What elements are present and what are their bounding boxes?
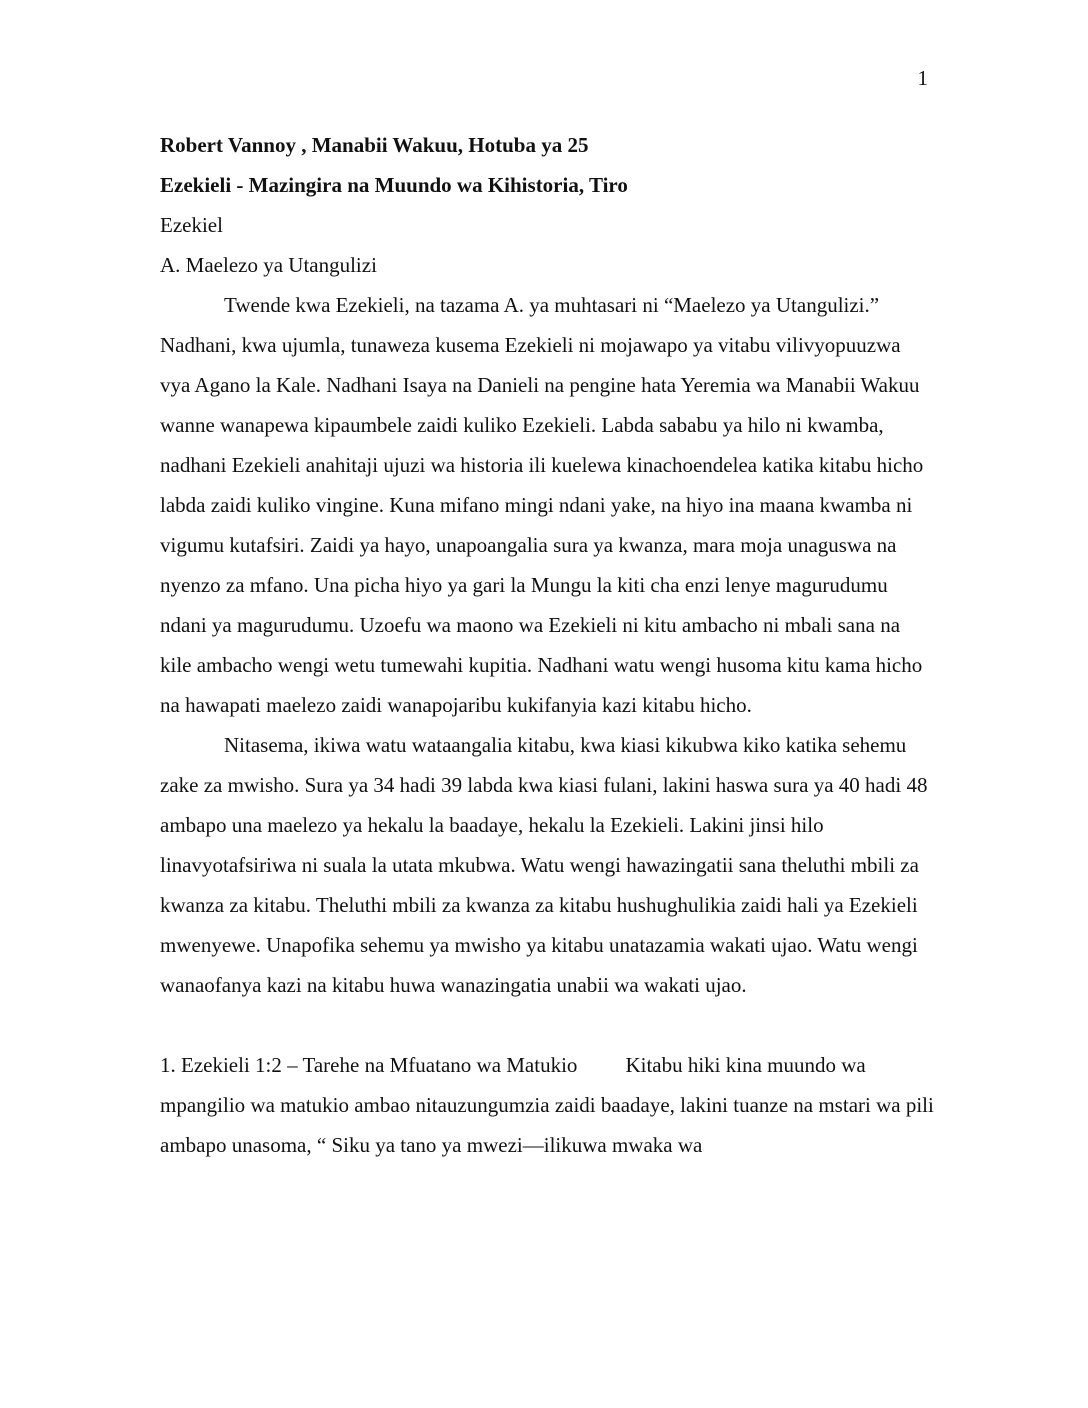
section-a-heading: A. Maelezo ya Utangulizi (160, 253, 377, 277)
page-number: 1 (917, 66, 928, 90)
document-body (160, 125, 936, 1165)
paragraph-overview: Nadhani, kwa ujumla, tunaweza kusema Ezekieli ni mojawapo ya vitabu vilivyopuuzwa vya Agano la Kale. Nadhani Isaya na Danieli na pengine hata Yeremia wa Manabii Wakuu wanne wanapewa kipaumbele zaidi kuliko Ezekieli. Labda sababu ya hilo ni kwamba, nadhani Ezekieli anahitaji ujuzi wa historia ili kuelewa kinachoendelea katika kitabu hicho labda zaidi kuliko vingine. Kuna mifano mingi ndani yake, na hiyo ina maana kwamba ni vigumu kutafsiri. Zaidi ya hayo, unapoangalia sura ya kwanza, mara moja unaguswa na nyenzo za mfano. Una picha hiyo ya gari la Mungu la kiti cha enzi lenye magurudumu ndani ya magurudumu. Uzoefu wa maono wa Ezekieli ni kitu ambacho ni mbali sana na kile ambacho wengi wetu tumewahi kupitia. Nadhani watu wengi husoma kitu kama hicho na hawapati maelezo zaidi wanapojaribu kukifanyia kazi kitabu hicho. (160, 333, 924, 717)
paragraph-later-chapters: Nitasema, ikiwa watu wataangalia kitabu, kwa kiasi kikubwa kiko katika sehemu zake za mwisho. Sura ya 34 hadi 39 labda kwa kiasi fulani, lakini haswa sura ya 40 hadi 48 ambapo una maelezo ya hekalu la baadaye, hekalu la Ezekieli. Lakini jinsi hilo linavyotafsiriwa ni suala la utata mkubwa. Watu wengi hawazingatii sana theluthi mbili za kwanza za kitabu. Theluthi mbili za kwanza za kitabu hushughulikia zaidi hali ya Ezekieli mwenyewe. Unapofika sehemu ya mwisho ya kitabu unatazamia wakati ujao. Watu wengi wanaofanya kazi na kitabu huwa wanazingatia unabii wa wakati ujao. (160, 733, 928, 997)
section-1-heading: 1. Ezekieli 1:2 – Tarehe na Mfuatano wa Matukio (160, 1053, 578, 1077)
book-name: Ezekiel (160, 213, 223, 237)
section-1-text: Kitabu hiki kina muundo wa mpangilio wa matukio ambao nitauzungumzia zaidi baadaye, lakini tuanze na mstari wa pili ambapo unasoma, “ Siku ya tano ya mwezi—ilikuwa mwaka wa (160, 1053, 934, 1157)
lecture-title: Robert Vannoy , Manabii Wakuu, Hotuba ya 25 (160, 133, 589, 157)
section-1-paragraph (160, 1045, 936, 1165)
lecture-subtitle: Ezekieli - Mazingira na Muundo wa Kihistoria, Tiro (160, 173, 628, 197)
paragraph-intro: Twende kwa Ezekieli, na tazama A. ya muhtasari ni “Maelezo ya Utangulizi.” (224, 293, 880, 317)
